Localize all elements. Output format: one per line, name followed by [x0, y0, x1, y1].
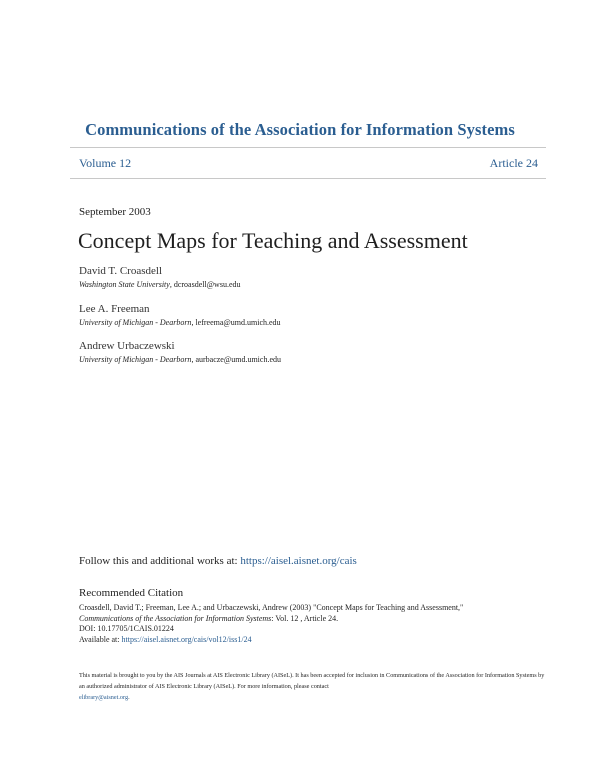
- author-institution: University of Michigan - Dearborn: [79, 355, 192, 364]
- follow-line: [79, 555, 357, 567]
- citation-line: Croasdell, David T.; Freeman, Lee A.; and Urbaczewski, Andrew (2003) "Concept Maps for Teaching and Assessment,": [79, 603, 464, 612]
- citation-body: [79, 603, 463, 645]
- author-name[interactable]: David T. Croasdell: [79, 265, 162, 277]
- follow-link[interactable]: https://aisel.aisnet.org/cais: [240, 555, 357, 567]
- journal-title[interactable]: Communications of the Association for Information Systems: [85, 120, 515, 139]
- footer-text: This material is brought to you by the AIS Journals at AIS Electronic Library (AISeL). It has been accepted for inclusion in Communications of the Association for Information Systems by an authorized administrator of AIS Electronic Library (AISeL). For more information, please contact: [79, 672, 545, 690]
- citation-available-label: Available at:: [79, 634, 122, 644]
- recommended-citation-heading: Recommended Citation: [79, 587, 184, 599]
- publication-date: September 2003: [79, 206, 151, 218]
- footer-notice: [79, 670, 549, 703]
- header-rule-bottom: [70, 178, 546, 179]
- citation-journal-line: [79, 614, 463, 625]
- citation-doi: DOI: 10.17705/1CAIS.01224: [79, 624, 174, 633]
- citation-volume: : Vol. 12 , Article 24.: [271, 613, 339, 623]
- citation-available-line: [79, 635, 463, 646]
- citation-journal: Communications of the Association for Information Systems: [79, 613, 272, 623]
- header-rule-top: [70, 147, 546, 148]
- author-name[interactable]: Andrew Urbaczewski: [79, 340, 175, 352]
- author-email: , aurbacze@umd.umich.edu: [191, 355, 281, 364]
- footer-end: .: [128, 694, 130, 701]
- author-affiliation: [79, 355, 281, 364]
- footer-email-link[interactable]: elibrary@aisnet.org: [79, 694, 129, 701]
- author-email: , lefreema@umd.umich.edu: [191, 318, 281, 327]
- article-link[interactable]: Article 24: [489, 156, 538, 170]
- author-block-3: [79, 340, 281, 364]
- author-block-1: [79, 265, 241, 289]
- follow-text: Follow this and additional works at:: [79, 555, 241, 567]
- author-email: , dcroasdell@wsu.edu: [169, 280, 241, 289]
- author-institution: Washington State University: [79, 280, 170, 289]
- author-institution: University of Michigan - Dearborn: [79, 318, 192, 327]
- paper-title: Concept Maps for Teaching and Assessment: [78, 228, 468, 253]
- author-name[interactable]: Lee A. Freeman: [79, 303, 150, 315]
- citation-link[interactable]: https://aisel.aisnet.org/cais/vol12/iss1/24: [121, 634, 252, 644]
- volume-link[interactable]: Volume 12: [79, 156, 132, 170]
- author-affiliation: [79, 318, 281, 327]
- author-block-2: [79, 303, 281, 327]
- author-affiliation: [79, 280, 241, 289]
